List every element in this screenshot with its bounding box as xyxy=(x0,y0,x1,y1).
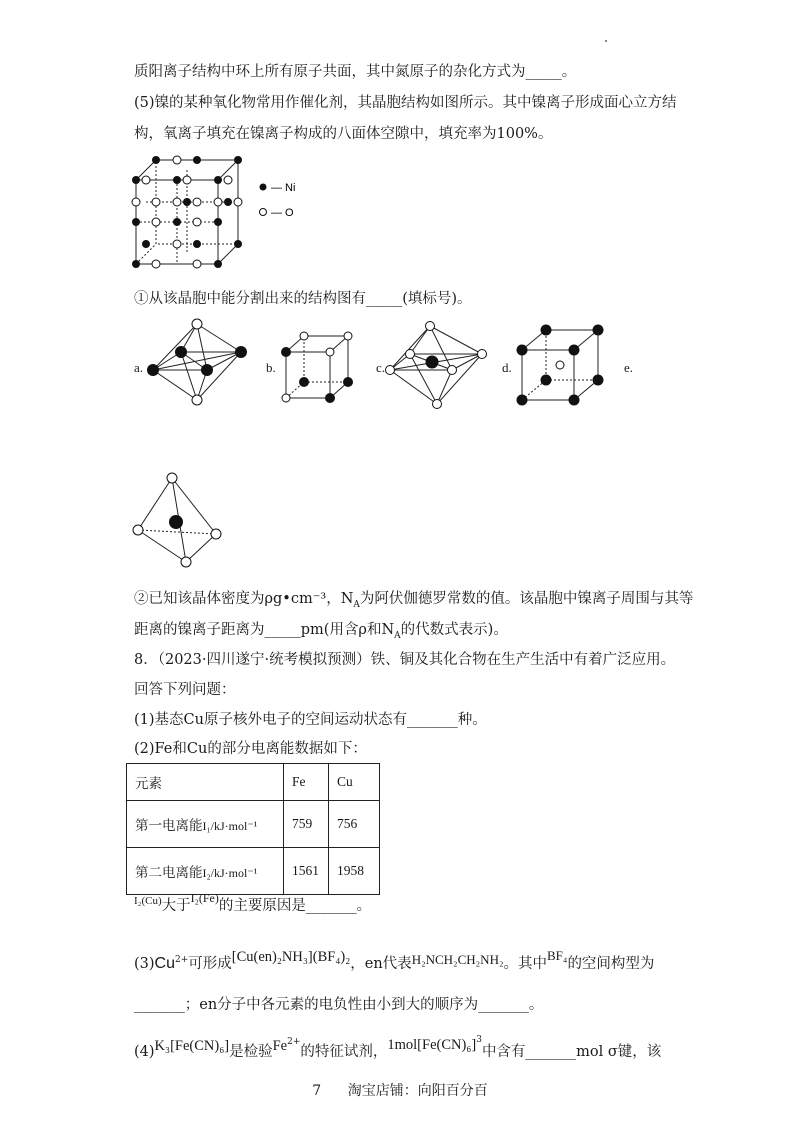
s3-tail: 。其中 xyxy=(503,955,547,972)
text-line-1: 质阳离子结构中环上所有原子共面，其中氮原子的杂化方式为_____。 xyxy=(134,64,577,80)
sub-question-3-line-1 xyxy=(134,947,655,974)
row2-unit: I₂/kJ·mol⁻¹ xyxy=(202,866,258,880)
nio-unit-cell-figure xyxy=(128,152,328,270)
row1-label: 第一电离能 xyxy=(135,818,203,833)
page-footer: 7 淘宝店铺：向阳百分百 xyxy=(312,1083,488,1099)
sub-question-4 xyxy=(134,1035,662,1062)
s3-mid: 可形成 xyxy=(188,955,232,972)
en-formula: H₂NCH₂CH₂NH₂ xyxy=(411,951,504,967)
sub-question-2: (2)Fe和Cu的部分电离能数据如下： xyxy=(134,741,367,757)
question-2-part-b-tail: 的代数式表示)。 xyxy=(400,622,508,638)
question-2-na-sub: A xyxy=(353,599,360,610)
table-header-row xyxy=(127,764,380,801)
row1-unit: I₁/kJ·mol⁻¹ xyxy=(202,819,258,833)
sub-question-2-reason xyxy=(134,891,372,917)
table-row-label xyxy=(127,801,284,848)
text-line-3: 构，氧离子填充在镍离子构成的八面体空隙中，填充率为100%。 xyxy=(134,126,553,142)
row2-label: 第二电离能 xyxy=(135,865,203,880)
scan-dot xyxy=(605,40,607,42)
option-e-tetrahedron xyxy=(128,470,224,570)
table-row-label xyxy=(127,848,284,895)
table-cell: 756 xyxy=(329,801,380,848)
option-a-octahedron xyxy=(145,318,250,406)
cu-charge: 2+ xyxy=(175,955,189,965)
table-row xyxy=(127,801,380,848)
s4-prefix: (4) xyxy=(134,1043,155,1060)
cu-ion: Cu xyxy=(154,954,175,972)
mol-charge: 3 xyxy=(476,1035,482,1045)
option-d-label: d. xyxy=(502,360,512,375)
complex-formula: [Cu(en)₂NH₃](BF₄)₂ xyxy=(231,948,351,965)
k3-formula: K₃[Fe(CN)₆] xyxy=(154,1037,230,1054)
reason-tail: 的主要原因是_______。 xyxy=(218,898,372,914)
mol-formula: 1mol[Fe(CN)₆] xyxy=(387,1036,477,1053)
ionization-energy-table xyxy=(126,763,380,895)
s4-mid: 是检验 xyxy=(229,1043,273,1060)
question-2b-na-sub: A xyxy=(394,630,401,641)
sub-question-1: (1)基态Cu原子核外电子的空间运动状态有_______种。 xyxy=(134,712,487,728)
s3-prefix: (3) xyxy=(134,955,155,972)
question-2-part-b: 距离的镍离子距离为_____pm(用含ρ和N xyxy=(134,622,395,638)
option-c-label: c. xyxy=(376,360,386,375)
option-c-octahedron xyxy=(382,318,490,410)
table-header-element: 元素 xyxy=(127,764,284,801)
table-cell: 1958 xyxy=(329,848,380,895)
table-cell: 1561 xyxy=(284,848,329,895)
i2-cu-formula: I₂(Cu) xyxy=(134,895,162,907)
problem-8-prompt: 回答下列问题： xyxy=(134,682,236,698)
text-line-2: (5)镍的某种氧化物常用作催化剂，其晶胞结构如图所示。其中镍离子形成面心立方结 xyxy=(134,95,677,111)
legend-o-dot xyxy=(260,209,267,216)
legend-ni-label: — Ni xyxy=(271,182,296,194)
fe-ion: Fe xyxy=(272,1037,288,1054)
question-2-part-a: ②已知该晶体密度为ρg•cm⁻³，N xyxy=(134,591,354,607)
s4-tail: 中含有_______mol σ键，该 xyxy=(481,1043,662,1060)
s3-en: ，en代表 xyxy=(350,955,412,972)
fe-charge: 2+ xyxy=(287,1037,301,1047)
table-row xyxy=(127,848,380,895)
question-2-line-2 xyxy=(134,620,508,646)
greater-than-text: 大于 xyxy=(161,898,191,914)
bf4-formula: BF₄ xyxy=(547,947,568,963)
s4-mid2: 的特征试剂， xyxy=(300,1043,388,1060)
problem-8-heading: 8．（2023·四川遂宁·统考模拟预测）铁、铜及其化合物在生产生活中有着广泛应用。 xyxy=(134,652,676,668)
table-header-fe: Fe xyxy=(284,764,329,801)
question-1: ①从该晶胞中能分割出来的结构图有_____(填标号)。 xyxy=(134,291,472,307)
option-b-cube xyxy=(278,328,356,406)
sub-question-3-line-2: _______；en分子中各元素的电负性由小到大的顺序为_______。 xyxy=(134,997,544,1013)
table-header-cu: Cu xyxy=(329,764,380,801)
option-a-label: a. xyxy=(134,360,144,375)
question-2-line-1 xyxy=(134,589,693,615)
question-2-part-a-tail: 为阿伏伽德罗常数的值。该晶胞中镍离子周围与其等 xyxy=(359,591,694,607)
s3-tail2: 的空间构型为 xyxy=(567,955,655,972)
option-b-label: b. xyxy=(266,360,276,375)
option-e-label: e. xyxy=(624,360,634,375)
table-cell: 759 xyxy=(284,801,329,848)
option-d-cube xyxy=(514,322,606,408)
legend-ni-dot xyxy=(260,184,267,191)
i2-fe-formula: I₂(Fe) xyxy=(190,891,219,905)
legend-o-label: — O xyxy=(271,207,294,219)
